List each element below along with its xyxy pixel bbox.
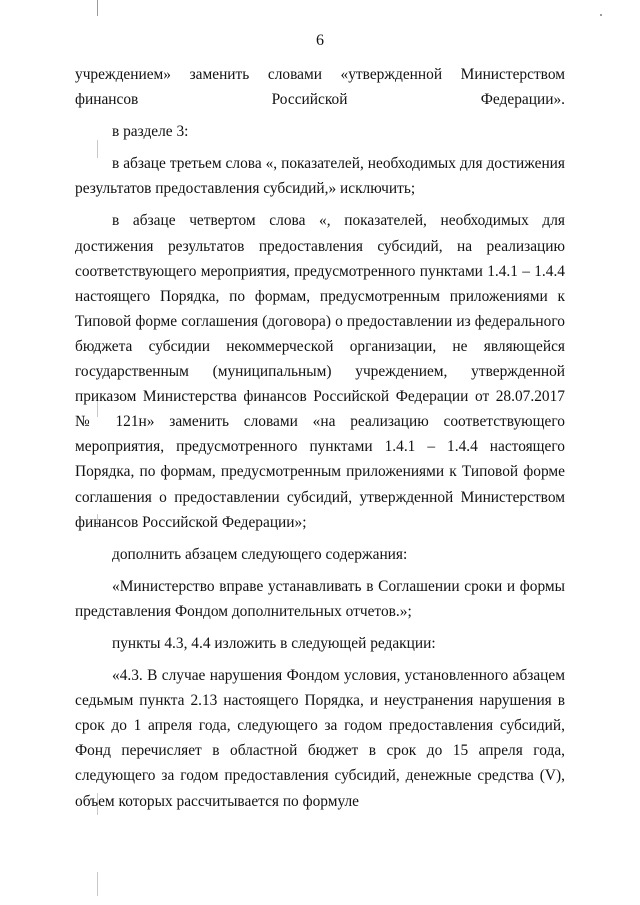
paragraph-ministry-quote: «Министерство вправе устанавливать в Соглашении сроки и формы представления Фондом дополнительных отчетов.»; <box>75 577 565 620</box>
paragraph-points-4-3-4-4: пункты 4.3, 4.4 изложить в следующей редакции: <box>112 634 436 652</box>
scan-artifact-bottom-2 <box>97 872 98 896</box>
paragraph-point-4-3: «4.3. В случае нарушения Фондом условия, установленного абзацем седьмым пункта 2.13 настоящего Порядка, и неустранения нарушения в срок до 1 апреля года, следующего за годом предоставления субсидий, Фонд перечисляет в областной бюджет в срок до 15 апреля года, следующего за годом предоставления субсидий, денежные средства (V), объем которых рассчитывается по формуле <box>75 667 565 810</box>
paragraph-continuation: учреждением» заменить словами «утвержденной Министерством финансов Российской Федерации». <box>75 66 565 109</box>
paragraph-section-3: в разделе 3: <box>112 123 189 141</box>
page-number: 6 <box>316 32 324 49</box>
scan-artifact-top <box>97 0 98 16</box>
paragraph-fourth-abzac: в абзаце четвертом слова «, показателей, необходимых для достижения результатов предоставления субсидий, на реализацию соответствующего мероприятия, предусмотренного пунктами 1.4.1 – 1.4.4 настоящего Порядка, по формам, предусмотренным приложениями к Типовой форме соглашения (договора) о предоставлении из федерального бюджета субсидии некоммерческой организации, не являющейся государственным (муниципальным) учреждением, утвержденной приказом Министерства финансов Российской Федерации от 28.07.2017 № 121н» заменить словами «на реализацию соответствующего мероприятия, предусмотренного пунктами 1.4.1 – 1.4.4 настоящего Порядка, по формам, предусмотренным приложениями к Типовой форме соглашения о предоставлении субсидий, утвержденной Министерством финансов Российской Федерации»; <box>75 212 565 531</box>
document-body <box>75 62 565 814</box>
paragraph-third-abzac: в абзаце третьем слова «, показателей, необходимых для достижения результатов предоставления субсидий,» исключить; <box>75 155 565 198</box>
paragraph-add-abzac: дополнить абзацем следующего содержания: <box>112 545 408 563</box>
scan-artifact-top-right <box>600 14 602 16</box>
